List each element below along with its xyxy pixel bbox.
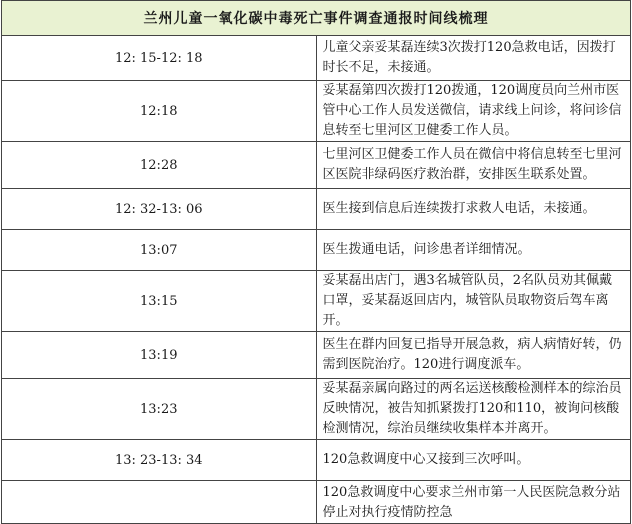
event-cell: 120急救调度中心要求兰州市第一人民医院急救分站停止对执行疫情防控急 — [316, 481, 631, 524]
table-row — [2, 189, 631, 230]
event-cell: 医生在群内回复已指导开展急救，病人病情好转，仍需到医院治疗。120进行调度派车。 — [316, 332, 631, 379]
time-cell: 13:07 — [2, 230, 317, 271]
table-row — [2, 440, 631, 481]
table-row — [2, 481, 631, 524]
table-row — [2, 81, 631, 142]
table-row — [2, 36, 631, 81]
event-cell: 120急救调度中心又接到三次呼叫。 — [316, 440, 631, 481]
table-row — [2, 332, 631, 379]
time-cell: 13:23 — [2, 379, 317, 440]
timeline-table — [1, 0, 631, 524]
time-cell: 12: 32-13: 06 — [2, 189, 317, 230]
time-cell: 12:18 — [2, 81, 317, 142]
title-row — [2, 1, 631, 36]
time-cell: 12: 15-12: 18 — [2, 36, 317, 81]
time-cell: 12:28 — [2, 142, 317, 189]
event-cell: 妥某磊亲属向路过的两名运送核酸检测样本的综治员反映情况，被告知抓紧拨打120和110，被询问核酸检测情况，综治员继续收集样本并离开。 — [316, 379, 631, 440]
event-cell: 七里河区卫健委工作人员在微信中将信息转至七里河区医院非绿码医疗救治群，安排医生联系处置。 — [316, 142, 631, 189]
event-cell: 儿童父亲妥某磊连续3次拨打120急救电话，因拨打时长不足，未接通。 — [316, 36, 631, 81]
table-row — [2, 379, 631, 440]
table-title: 兰州儿童一氧化碳中毒死亡事件调查通报时间线梳理 — [2, 1, 631, 36]
time-cell: 13:15 — [2, 271, 317, 332]
table-row — [2, 271, 631, 332]
event-cell: 医生拨通电话，问诊患者详细情况。 — [316, 230, 631, 271]
time-cell — [2, 481, 317, 524]
table-row — [2, 230, 631, 271]
event-cell: 妥某磊第四次拨打120拨通，120调度员向兰州市医管中心工作人员发送微信，请求线上问诊，将问诊信息转至七里河区卫健委工作人员。 — [316, 81, 631, 142]
event-cell: 医生接到信息后连续拨打求救人电话，未接通。 — [316, 189, 631, 230]
time-cell: 13:19 — [2, 332, 317, 379]
table-row — [2, 142, 631, 189]
event-cell: 妥某磊出店门，遇3名城管队员，2名队员劝其佩戴口罩，妥某磊返回店内，城管队员取物资后驾车离开。 — [316, 271, 631, 332]
time-cell: 13: 23-13: 34 — [2, 440, 317, 481]
